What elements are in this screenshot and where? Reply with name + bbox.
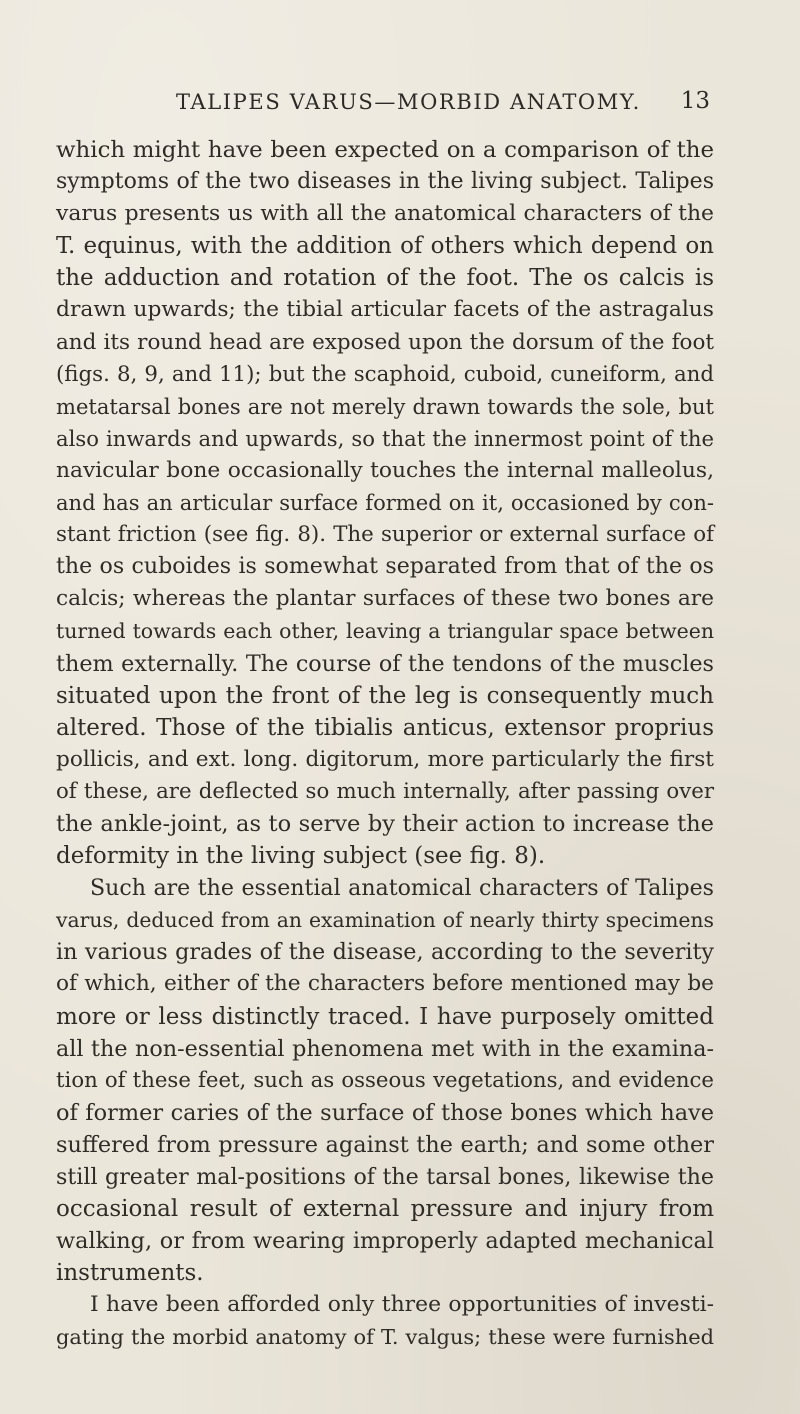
text-line: of which, either of the characters before mentioned may be (56, 971, 714, 997)
text-line: instruments. (56, 1260, 204, 1287)
text-line: situated upon the front of the leg is consequently much (56, 682, 714, 709)
text-line: varus presents us with all the anatomical characters of the (56, 201, 714, 227)
text-line: the ankle-joint, as to serve by their action to increase the (56, 810, 714, 837)
running-title: TALIPES VARUS—MORBID ANATOMY. (176, 90, 641, 114)
text-line: in various grades of the disease, according to the severity (56, 939, 714, 966)
text-line: gating the morbid anatomy of T. valgus; these were furnished (56, 1325, 714, 1350)
text-line: of former caries of the surface of those bones which have (56, 1099, 714, 1126)
page-number: 13 (680, 88, 710, 114)
text-line: the os cuboides is somewhat separated from that of the os (56, 554, 714, 580)
text-line: which might have been expected on a comparison of the (56, 137, 714, 163)
text-line: symptoms of the two diseases in the living subject. Talipes (56, 169, 714, 195)
text-line: of these, are deflected so much internally, after passing over (56, 778, 714, 804)
body-text (56, 134, 714, 1354)
text-line: T. equinus, with the addition of others which depend on (56, 233, 714, 260)
text-line: varus, deduced from an examination of nearly thirty specimens (56, 908, 714, 933)
text-line: altered. Those of the tibialis anticus, extensor proprius (56, 714, 714, 741)
text-line: pollicis, and ext. long. digitorum, more particularly the first (56, 746, 714, 772)
text-line: occasional result of external pressure and injury from (56, 1196, 714, 1223)
text-line: them externally. The course of the tendons of the muscles (56, 650, 714, 677)
text-line: the adduction and rotation of the foot. The os calcis is (56, 265, 714, 292)
running-head (176, 88, 710, 122)
text-line: tion of these feet, such as osseous vegetations, and evidence (56, 1067, 714, 1093)
text-line: suffered from pressure against the earth; and some other (56, 1131, 714, 1158)
text-line: Such are the essential anatomical characters of Talipes (90, 875, 714, 902)
text-line: still greater mal-positions of the tarsal bones, likewise the (56, 1164, 714, 1190)
text-line: stant friction (see fig. 8). The superior or external surface of (56, 522, 714, 548)
text-line: navicular bone occasionally touches the internal malleolus, (56, 457, 714, 483)
text-line: and its round head are exposed upon the dorsum of the foot (56, 329, 714, 355)
text-line: calcis; whereas the plantar surfaces of these two bones are (56, 586, 714, 612)
text-line: walking, or from wearing improperly adapted mechanical (56, 1228, 714, 1255)
text-line: more or less distinctly traced. I have purposely omitted (56, 1003, 714, 1030)
text-line: drawn upwards; the tibial articular facets of the astragalus (56, 297, 714, 323)
text-line: all the non-essential phenomena met with in the examina- (56, 1035, 714, 1062)
text-line: and has an articular surface formed on it, occasioned by con- (56, 490, 714, 516)
text-line: (figs. 8, 9, and 11); but the scaphoid, cuboid, cuneiform, and (56, 361, 714, 387)
text-line: metatarsal bones are not merely drawn towards the sole, but (56, 393, 714, 419)
text-line: turned towards each other, leaving a triangular space between (56, 619, 714, 644)
text-line: also inwards and upwards, so that the innermost point of the (56, 425, 714, 451)
text-line: deformity in the living subject (see fig. 8). (56, 843, 546, 870)
text-line: I have been afforded only three opportunities of investi- (90, 1292, 714, 1318)
